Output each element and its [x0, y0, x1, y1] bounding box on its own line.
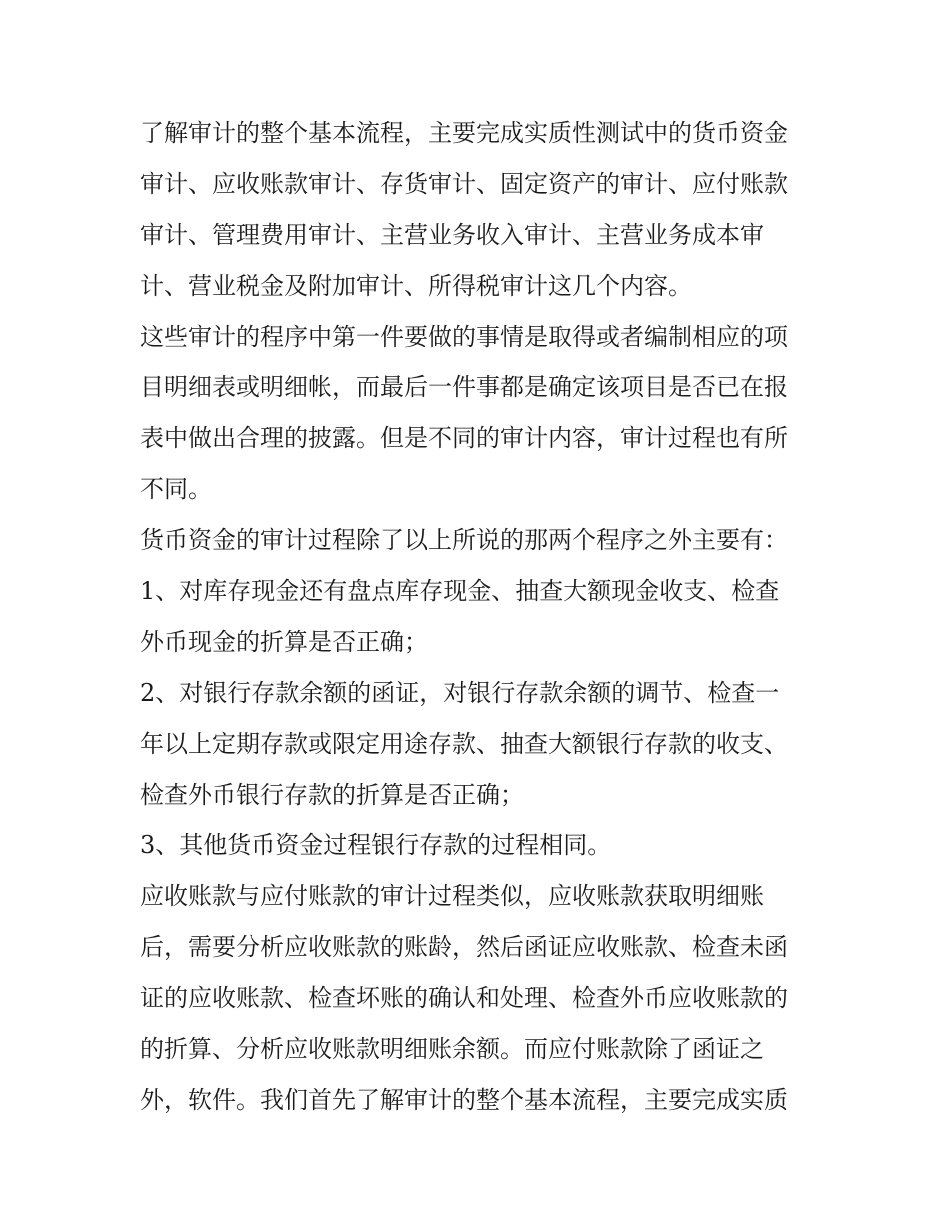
text-line: 这些审计的程序中第一件要做的事情是取得或者编制相应的项 — [140, 322, 788, 351]
text-line: 3、其他货币资金过程银行存款的过程相同。 — [140, 831, 612, 860]
text-line: 货币资金的审计过程除了以上所说的那两个程序之外主要有： — [140, 526, 788, 555]
text-line: 了解审计的整个基本流程，主要完成实质性测试中的货币资金 — [140, 119, 788, 147]
text-line: 证的应收账款、检查坏账的确认和处理、检查外币应收账款的 — [140, 984, 788, 1013]
document-body — [140, 108, 820, 1126]
text-line: 目明细表或明细帐，而最后一件事都是确定该项目是否已在报 — [140, 373, 788, 402]
text-line: 审计、应收账款审计、存货审计、固定资产的审计、应付账款 — [140, 169, 788, 198]
text-line: 应收账款与应付账款的审计过程类似，应收账款获取明细账 — [140, 882, 764, 911]
text-line: 1、对库存现金还有盘点库存现金、抽查大额现金收支、检查 — [140, 577, 780, 606]
text-line: 后，需要分析应收账款的账龄，然后函证应收账款、检查未函 — [140, 933, 788, 962]
text-line: 不同。 — [140, 475, 212, 504]
text-line: 2、对银行存款余额的函证，对银行存款余额的调节、检查一 — [140, 678, 780, 707]
text-line: 外币现金的折算是否正确； — [140, 627, 428, 656]
text-line: 的折算、分析应收账款明细账余额。而应付账款除了函证之 — [140, 1035, 764, 1064]
text-line: 计、营业税金及附加审计、所得税审计这几个内容。 — [140, 271, 692, 300]
text-line: 外，软件。我们首先了解审计的整个基本流程，主要完成实质 — [140, 1085, 788, 1114]
text-line: 年以上定期存款或限定用途存款、抽查大额银行存款的收支、 — [140, 729, 788, 758]
text-line: 检查外币银行存款的折算是否正确； — [140, 780, 524, 809]
text-line: 审计、管理费用审计、主营业务收入审计、主营业务成本审 — [140, 220, 764, 249]
text-line: 表中做出合理的披露。但是不同的审计内容，审计过程也有所 — [140, 424, 788, 453]
